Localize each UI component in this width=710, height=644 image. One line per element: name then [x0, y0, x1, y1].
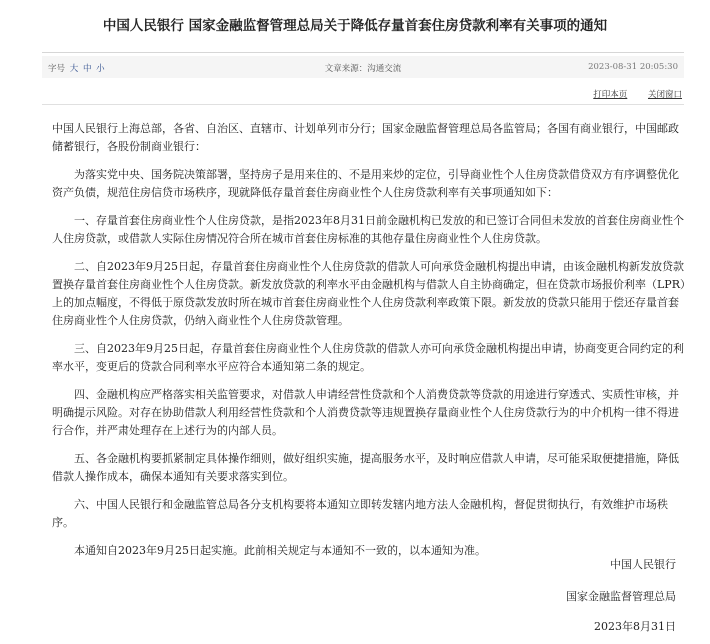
notice-body	[52, 120, 686, 568]
divider	[42, 104, 684, 105]
font-size-large-button[interactable]: 大	[69, 64, 79, 74]
page-actions	[575, 88, 682, 100]
clause-1-paragraph: 一、存量首套住房商业性个人住房贷款，是指2023年8月31日前金融机构已发放的和已签订合同但未发放的首套住房商业性个人住房贷款，或借款人实际住房情况符合所在城市首套住房标准的其他存量住房商业性个人住房贷款。	[52, 214, 684, 245]
clause-2-paragraph: 二、自2023年9月25日起，存量首套住房商业性个人住房贷款的借款人可向承贷金融机构提出申请，由该金融机构新发放贷款置换存量首套住房商业性个人住房贷款。新发放贷款的利率水平由金融机构与借款人自主协商确定，但在贷款市场报价利率（LPR）上的加点幅度，不得低于原贷款发放时所在城市首套住房商业性个人住房贷款利率政策下限。新发放的贷款只能用于偿还存量首套住房商业性个人住房贷款，仍纳入商业性个人住房贷款管理。	[52, 260, 686, 327]
signature-date: 2023年8月31日	[594, 620, 676, 633]
close-window-link[interactable]: 关闭窗口	[647, 90, 682, 100]
publish-time: 2023-08-31 20:05:30	[588, 62, 678, 72]
clause-4-paragraph: 四、金融机构应严格落实相关监管要求，对借款人申请经营性贷款和个人消费贷款等贷款的用途进行穿透式、实质性审核，并明确提示风险。对存在协助借款人利用经营性贷款和个人消费贷款等违规置换存量商业性个人住房贷款行为的中介机构一律不得进行合作，并严肃处理存在上述行为的内部人员。	[52, 388, 679, 437]
font-size-small-button[interactable]: 小	[96, 64, 105, 74]
article-meta-bar	[42, 56, 684, 78]
addressee-paragraph: 中国人民银行上海总部，各省、自治区、直辖市、计划单列市分行；国家金融监督管理总局各监管局；各国有商业银行，中国邮政储蓄银行，各股份制商业银行：	[52, 122, 679, 153]
font-size-label: 字号	[48, 64, 66, 74]
signature-org-nfra: 国家金融监督管理总局	[566, 590, 676, 603]
clause-5-paragraph: 五、各金融机构要抓紧制定具体操作细则，做好组织实施，提高服务水平，及时响应借款人申请，尽可能采取便捷措施，降低借款人操作成本，确保本通知有关要求落实到位。	[52, 452, 679, 483]
print-page-link[interactable]: 打印本页	[593, 90, 628, 100]
intro-paragraph: 为落实党中央、国务院决策部署，坚持房子是用来住的、不是用来炒的定位，引导商业性个人住房贷款借贷双方有序调整优化资产负债，规范住房信贷市场秩序，现就降低存量首套住房商业性个人住房贷款利率有关事项通知如下：	[52, 168, 679, 199]
article-source: 文章来源：沟通交流	[324, 64, 402, 74]
closing-paragraph: 本通知自2023年9月25日起实施。此前相关规定与本通知不一致的，以本通知为准。	[74, 544, 486, 557]
divider	[42, 52, 684, 53]
clause-6-paragraph: 六、中国人民银行和金融监管总局各分支机构要将本通知立即转发辖内地方法人金融机构，督促贯彻执行，有效维护市场秩序。	[52, 498, 668, 529]
clause-3-paragraph: 三、自2023年9月25日起，存量首套住房商业性个人住房贷款的借款人亦可向承贷金融机构提出申请，协商变更合同约定的利率水平，变更后的贷款合同利率水平应符合本通知第二条的规定。	[52, 342, 684, 373]
signature-org-pboc: 中国人民银行	[610, 558, 676, 571]
page-title: 中国人民银行 国家金融监督管理总局关于降低存量首套住房贷款利率有关事项的通知	[102, 18, 608, 34]
font-size-medium-button[interactable]: 中	[82, 64, 92, 74]
